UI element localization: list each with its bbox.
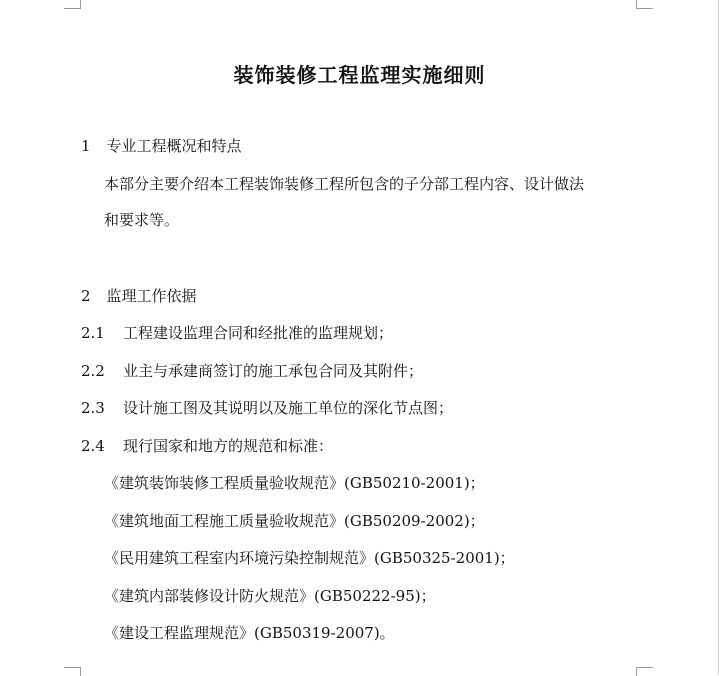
standard-reference: 《民用建筑工程室内环境污染控制规范》(GB50325-2001)； — [104, 549, 515, 567]
section-heading-text: 监理工作依据 — [106, 287, 197, 305]
standard-reference: 《建筑内部装修设计防火规范》(GB50222-95)； — [104, 587, 436, 605]
standard-reference: 《建筑地面工程施工质量验收规范》(GB50209-2002)； — [104, 512, 485, 530]
standard-reference: 《建筑装饰装修工程质量验收规范》(GB50210-2001)； — [104, 474, 485, 492]
section-number: 1 — [81, 137, 91, 155]
page-corner-mark — [64, 0, 81, 9]
paragraph-line: 和要求等。 — [104, 211, 180, 229]
item-text: 现行国家和地方的规范和标准： — [123, 437, 334, 455]
list-item — [81, 323, 393, 343]
item-number: 2.1 — [81, 324, 105, 342]
paragraph-line: 本部分主要介绍本工程装饰装修工程所包含的子分部工程内容、设计做法 — [104, 175, 585, 193]
section-heading-text: 专业工程概况和特点 — [106, 137, 242, 155]
page-corner-mark — [636, 0, 653, 9]
list-item — [81, 361, 423, 381]
item-text: 设计施工图及其说明以及施工单位的深化节点图； — [123, 399, 454, 417]
standard-reference: 《建设工程监理规范》(GB50319-2007)。 — [104, 624, 395, 642]
item-text: 业主与承建商签订的施工承包合同及其附件； — [123, 362, 424, 380]
section-number: 2 — [81, 287, 91, 305]
document-title: 装饰装修工程监理实施细则 — [233, 63, 486, 87]
item-number: 2.2 — [81, 362, 105, 380]
section-heading — [81, 286, 197, 306]
list-item — [81, 436, 333, 456]
item-number: 2.4 — [81, 437, 105, 455]
item-number: 2.3 — [81, 399, 105, 417]
item-text: 工程建设监理合同和经批准的监理规划； — [123, 324, 394, 342]
list-item — [81, 398, 453, 418]
section-heading — [81, 136, 242, 156]
